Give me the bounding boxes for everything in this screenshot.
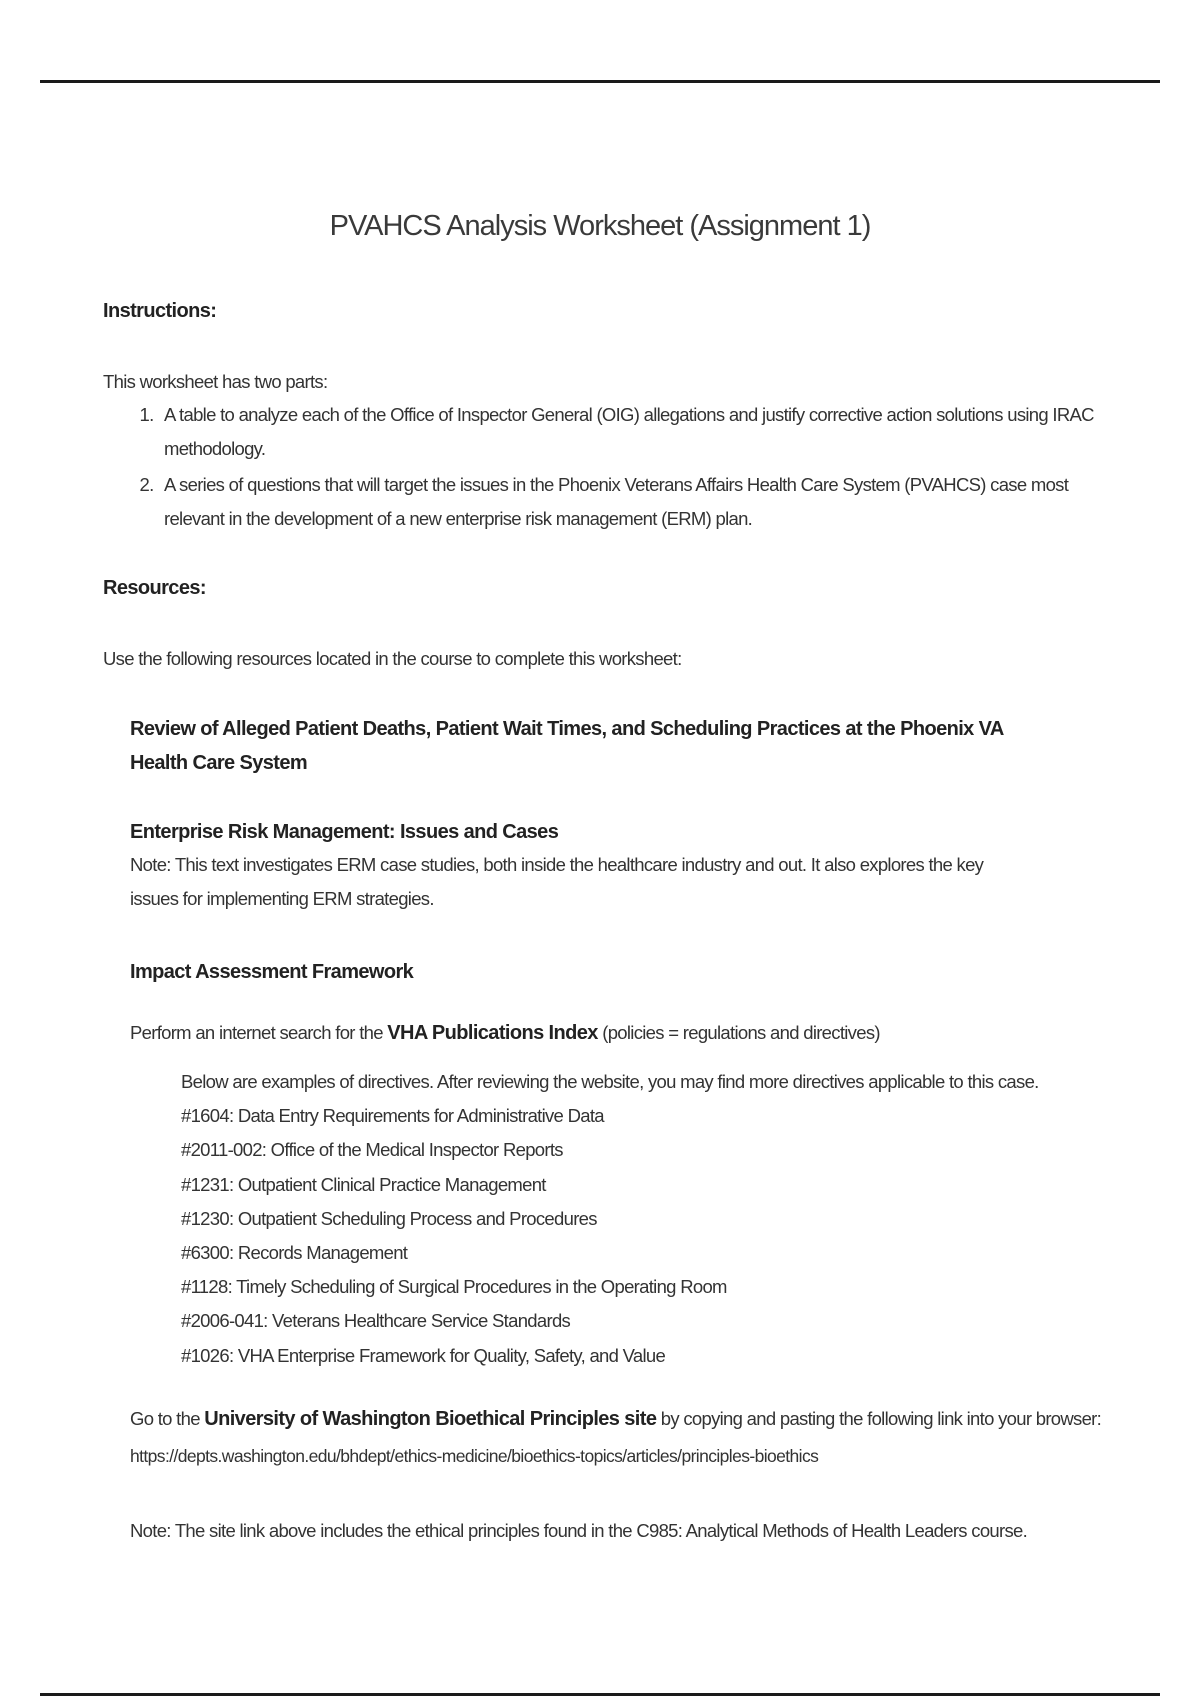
resources-heading: Resources: (103, 577, 206, 599)
directive-item: #6300: Records Management (181, 1241, 408, 1263)
uw-prefix: Go to the (130, 1408, 205, 1429)
instructions-list (118, 398, 1098, 538)
instructions-intro: This worksheet has two parts: (103, 371, 328, 392)
final-note: Note: The site link above includes the ethical principles found in the C985: Analytical Methods of Health Leaders course. (130, 1520, 1028, 1541)
uw-suffix: by copying and pasting the following link into your browser: (656, 1408, 1102, 1429)
resources-intro: Use the following resources located in the course to complete this worksheet: (103, 648, 682, 669)
uw-instruction (130, 1408, 1101, 1431)
resource-erm-title: Enterprise Risk Management: Issues and Cases (130, 821, 559, 843)
top-rule (40, 80, 1160, 83)
resource-erm-note: Note: This text investigates ERM case studies, both inside the healthcare industry and out. It also explores the key issues for implementing ERM strategies. (130, 854, 984, 909)
directives-intro: Below are examples of directives. After reviewing the website, you may find more directives applicable to this case. (181, 1071, 1039, 1092)
directive-item: #1604: Data Entry Requirements for Administrative Data (181, 1105, 604, 1127)
instructions-heading: Instructions: (103, 300, 217, 322)
vha-publications-index: VHA Publications Index (387, 1022, 598, 1044)
vha-search-prefix: Perform an internet search for the (130, 1022, 388, 1043)
directive-item: #1231: Outpatient Clinical Practice Management (181, 1173, 546, 1195)
list-item: 1. A table to analyze each of the Office of Inspector General (OIG) allegations and justify corrective action solutions using IRAC methodology. (158, 398, 1098, 466)
directive-item: #2011-002: Office of the Medical Inspector Reports (181, 1139, 563, 1161)
list-item: 2. A series of questions that will target the issues in the Phoenix Veterans Affairs Health Care System (PVAHCS) case most relevant in the development of a new enterprise risk management (ERM) plan. (158, 468, 1098, 536)
directive-item: #1128: Timely Scheduling of Surgical Procedures in the Operating Room (181, 1276, 727, 1298)
uw-site-name: University of Washington Bioethical Principles site (204, 1408, 657, 1430)
directive-item: #1230: Outpatient Scheduling Process and Procedures (181, 1207, 597, 1229)
document-title: PVAHCS Analysis Worksheet (Assignment 1) (329, 210, 871, 242)
vha-search-suffix: (policies = regulations and directives) (597, 1022, 880, 1043)
directives-list (181, 1065, 1041, 1373)
directive-item: #2006-041: Veterans Healthcare Service Standards (181, 1310, 571, 1332)
vha-search-instruction (130, 1022, 880, 1045)
resource-impact-title: Impact Assessment Framework (130, 961, 414, 983)
uw-url: https://depts.washington.edu/bhdept/ethics-medicine/bioethics-topics/articles/principles-bioethics (130, 1446, 819, 1466)
resource-review-title: Review of Alleged Patient Deaths, Patient Wait Times, and Scheduling Practices at the Phoenix VA Health Care System (130, 718, 1003, 774)
directive-item: #1026: VHA Enterprise Framework for Quality, Safety, and Value (181, 1344, 666, 1366)
bottom-rule (40, 1693, 1160, 1696)
